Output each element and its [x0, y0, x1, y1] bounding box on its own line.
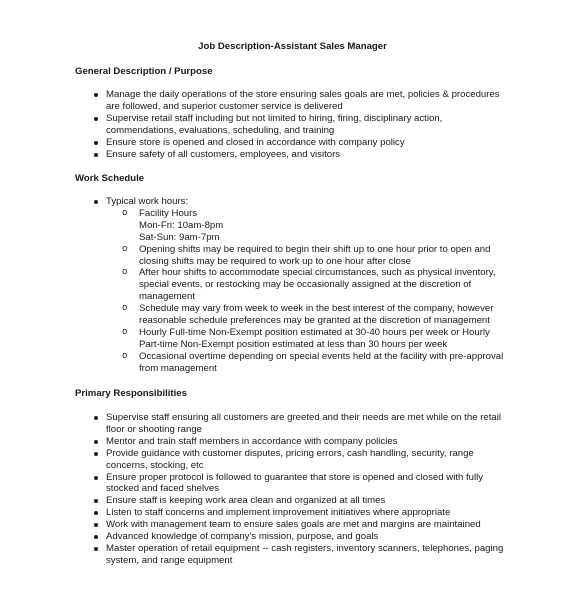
section-heading-general: General Description / Purpose — [75, 66, 213, 77]
sublist-item: o Schedule may vary from week to week in the best interest of the company, however reasonable schedule preferences may be granted at the discretion of management — [106, 303, 513, 327]
list-item: Listen to staff concerns and implement improvement initiatives where appropriate — [93, 507, 513, 519]
facility-hours-weekday: Mon-Fri: 10am-8pm — [139, 219, 224, 231]
list-item: Advanced knowledge of company’s mission, purpose, and goals — [93, 531, 513, 543]
list-item: Manage the daily operations of the store ensuring sales goals are met, policies & procedures are followed, and superior customer service is delivered — [93, 89, 513, 113]
list-item: Provide guidance with customer disputes, pricing errors, cash handling, security, range concerns, stocking, etc — [93, 448, 513, 472]
list-item: Ensure staff is keeping work area clean and organized at all times — [93, 495, 513, 507]
list-item: Ensure store is opened and closed in accordance with company policy — [93, 137, 513, 149]
list-item — [93, 196, 513, 375]
sublist-item: o After hour shifts to accommodate special circumstances, such as physical inventory, special events, or restocking may be occasionally assigned at the discretion of management — [106, 267, 513, 303]
list-item: Master operation of retail equipment -- cash registers, inventory scanners, telephones, paging system, and range equipment — [93, 543, 513, 567]
list-item: Ensure safety of all customers, employees, and visitors — [93, 149, 513, 161]
general-list — [93, 89, 513, 160]
sublist-item: o Hourly Full-time Non-Exempt position estimated at 30-40 hours per week or Hourly Part-time Non-Exempt position estimated at less than 30 hours per week — [106, 327, 513, 351]
list-item: Ensure proper protocol is followed to guarantee that store is opened and closed with fully stocked and faced shelves — [93, 472, 513, 496]
sublist-item: o Occasional overtime depending on special events held at the facility with pre-approval from management — [106, 351, 513, 375]
facility-hours-weekend: Sat-Sun: 9am-7pm — [139, 231, 220, 243]
sublist-item: o Opening shifts may be required to begin their shift up to one hour prior to open and closing shifts may be required to work up to one hour after close — [106, 244, 513, 268]
facility-hours-label: o Facility Hours — [139, 207, 198, 219]
section-heading-schedule: Work Schedule — [75, 173, 145, 184]
list-item: Mentor and train staff members in accordance with company policies — [93, 436, 513, 448]
document-title: Job Description-Assistant Sales Manager — [198, 41, 387, 52]
sublist-item-facility-hours — [106, 208, 513, 244]
schedule-sublist — [106, 208, 513, 375]
schedule-list — [93, 196, 513, 375]
list-item: Supervise staff ensuring all customers are greeted and their needs are met while on the retail floor or shooting range — [93, 412, 513, 436]
responsibilities-list — [93, 412, 513, 567]
section-heading-responsibilities: Primary Responsibilities — [75, 388, 187, 399]
list-item: Work with management team to ensure sales goals are met and margins are maintained — [93, 519, 513, 531]
schedule-item-label: Typical work hours: — [106, 196, 189, 207]
list-item: Supervise retail staff including but not limited to hiring, firing, disciplinary action, commendations, evaluations, scheduling, and training — [93, 113, 513, 137]
